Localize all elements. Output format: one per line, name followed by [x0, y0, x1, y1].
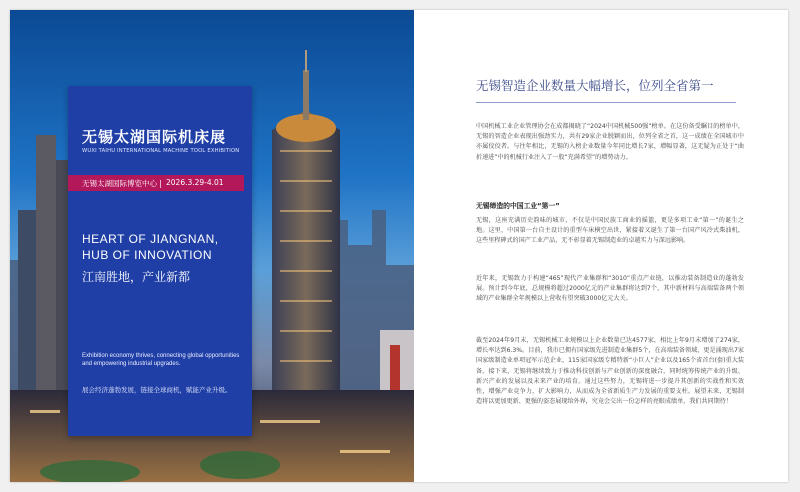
article-title: 无锡智造企业数量大幅增长，位列全省第一 — [476, 78, 714, 93]
left-page-cover-photo — [10, 10, 414, 482]
article-subtitle: 无锡缔造的中国工业“第一” — [476, 202, 560, 210]
slogan-en-line2: HUB OF INNOVATION — [82, 248, 213, 262]
slogan-cn: 江南胜地，产业新都 — [82, 270, 191, 284]
article-paragraph-3: 近年来，无锡致力于构建“465”现代产业集群和“3010”重点产业链，以推动装备制造业的蓬勃发展。预计到今年底，总规模将超过2000亿元的产业集群将达到7个，其中新材料与高端装备两个领域的产业集群全年规模以上营收有望突破3000亿元大关。 — [476, 275, 744, 303]
tagline-en: Exhibition economy thrives, connecting global opportunities and empowering industrial upgrades. — [82, 353, 240, 367]
article-paragraph-1: 中国机械工业企业管理协会在成都揭晓了“2024中国机械500强”榜单。在这份备受瞩目的榜单中，无锡的智造企业表现出强劲实力，共有29家企业脱颖而出，位列全省之首，这一成绩在全国城市中亦属佼佼者。与往年相比，无锡的入榜企业数量今年同比增长7家，增幅显著，这无疑为正处于“曲折递进”中的机械行业注入了一股“充满希望”的增势动力。 — [476, 123, 744, 161]
expo-date: 2026.3.29-4.01 — [166, 178, 224, 187]
slogan-en-line1: HEART OF JIANGNAN, — [82, 232, 219, 246]
article-paragraph-2: 无锡，这座充满历史韵味的城市，不仅是中国民族工商业的摇篮，更是多项工业“第一”的诞生之地。这里，中国第一台自主设计的重型车床横空出世，紧接着又诞生了第一台国产风冷式柴油机，这些里程碑式的国产工业产品，无不彰显着无锡制造业的卓越实力与深远影响。 — [476, 217, 744, 245]
title-divider — [476, 102, 736, 103]
expo-title-en: WUXI TAIHU INTERNATIONAL MACHINE TOOL EXHIBITION — [82, 148, 240, 154]
expo-venue: 无锡太湖国际博览中心 | — [82, 179, 162, 188]
expo-info-panel — [68, 86, 252, 436]
expo-title-cn: 无锡太湖国际机床展 — [82, 128, 227, 146]
brochure-spread — [10, 10, 788, 482]
article-paragraph-4: 截至2024年9月末，无锡机械工业规模以上企业数量已达4577家，相比上年9月末增加了274家，增长率达到6.3%。目前，我市已拥有国家级先进制造业集群5个，在高端装备领域，更是涌现出7家国家级制造业单项冠军示范企业，115家国家级专精特新“小巨人”企业以及165个省首台(套)重大装备。接下来，无锡将继续致力于推动科技创新与产业创新的深度融合，同时统筹传统产业的升级、新兴产业的发展以及未来产业的培育。通过这些努力，无锡将进一步提升其创新的实战性和实效性，增强产业竞争力，扩大影响力，从而成为全省新质生产力发展的重要支柱。展望未来，无锡制造将以更加更新、更强的姿态展现给外界，究竟会交出一份怎样的亮眼成绩单，我们共同期待！ — [476, 337, 744, 406]
tagline-cn: 展会经济蓬勃发展，链接全球商机，赋能产业升级。 — [82, 386, 232, 394]
right-page-article — [414, 10, 788, 482]
